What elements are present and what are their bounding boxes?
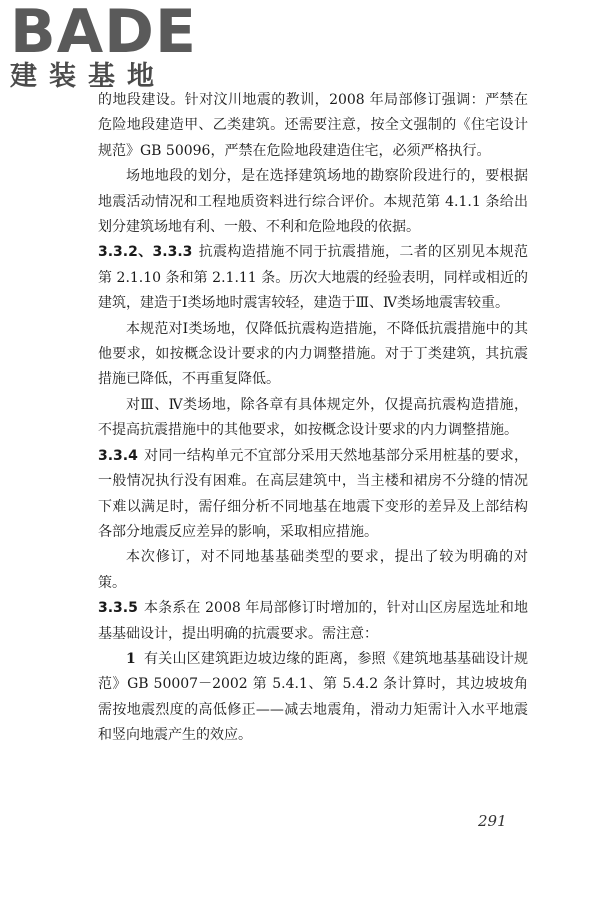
paragraph-p2: 场地地段的划分，是在选择建筑场地的勘察阶段进行的，要根据地震活动情况和工程地质资料进行综合评价。本规范第 4.1.1 条给出划分建筑场地有利、一般、不利和危险地段的依据。: [98, 168, 528, 236]
paragraph-p5: 对Ⅲ、Ⅳ类场地，除各章有具体规定外，仅提高抗震构造措施，不提高抗震措施中的其他要求，如按概念设计要求的内力调整措施。: [98, 396, 528, 439]
body-text: [98, 88, 528, 749]
item-number: 1: [126, 650, 136, 667]
clause-3-3-2: [98, 240, 528, 316]
paragraph-p7: 本次修订，对不同地基基础类型的要求，提出了较为明确的对策。: [98, 549, 528, 591]
paragraph-p1: 的地段建设。针对汶川地震的教训，2008 年局部修订强调：严禁在危险地段建造甲、乙类建筑。还需要注意，按全文强制的《住宅设计规范》GB 50096，严禁在危险地段建造住宅，必须严格执行。: [98, 92, 528, 159]
logo-subtitle: 建装基地: [10, 61, 166, 92]
page-number: 291: [478, 812, 507, 830]
paragraph-p4: 本规范对Ⅰ类场地，仅降低抗震构造措施，不降低抗震措施中的其他要求，如按概念设计要求的内力调整措施。对于丁类建筑，其抗震措施已降低，不再重复降低。: [98, 320, 528, 388]
clause-text: 抗震构造措施不同于抗震措施，二者的区别见本规范第 2.1.10 条和第 2.1.11 条。历次大地震的经验表明，同样或相近的建筑，建造于Ⅰ类场地时震害较轻，建造于Ⅲ、Ⅳ类场地震害较重。: [98, 244, 528, 312]
watermark-logo: [6, 0, 197, 92]
item-text: 有关山区建筑距边坡边缘的距离，参照《建筑地基基础设计规范》GB 50007－2002 第 5.4.1、第 5.4.2 条计算时，其边坡坡角需按地震烈度的高低修正——减去地震角，滑动力矩需计入水平地震和竖向地震产生的效应。: [98, 650, 528, 744]
logo-wordmark: BADE: [10, 0, 197, 67]
clause-text: 本条系在 2008 年局部修订时增加的，针对山区房屋选址和地基基础设计，提出明确的抗震要求。需注意：: [98, 600, 528, 642]
clause-3-3-5: [98, 596, 528, 647]
clause-number: 3.3.2、3.3.3: [98, 244, 193, 261]
clause-text: 对同一结构单元不宜部分采用天然地基部分采用桩基的要求，一般情况执行没有困难。在高层建筑中，当主楼和裙房不分缝的情况下难以满足时，需仔细分析不同地基在地震下变形的差异及上部结构各部分地震反应差异的影响，采取相应措施。: [98, 447, 528, 540]
list-item-1: [98, 647, 528, 749]
clause-3-3-4: [98, 444, 528, 546]
clause-number: 3.3.4: [98, 447, 138, 464]
clause-number: 3.3.5: [98, 600, 138, 617]
